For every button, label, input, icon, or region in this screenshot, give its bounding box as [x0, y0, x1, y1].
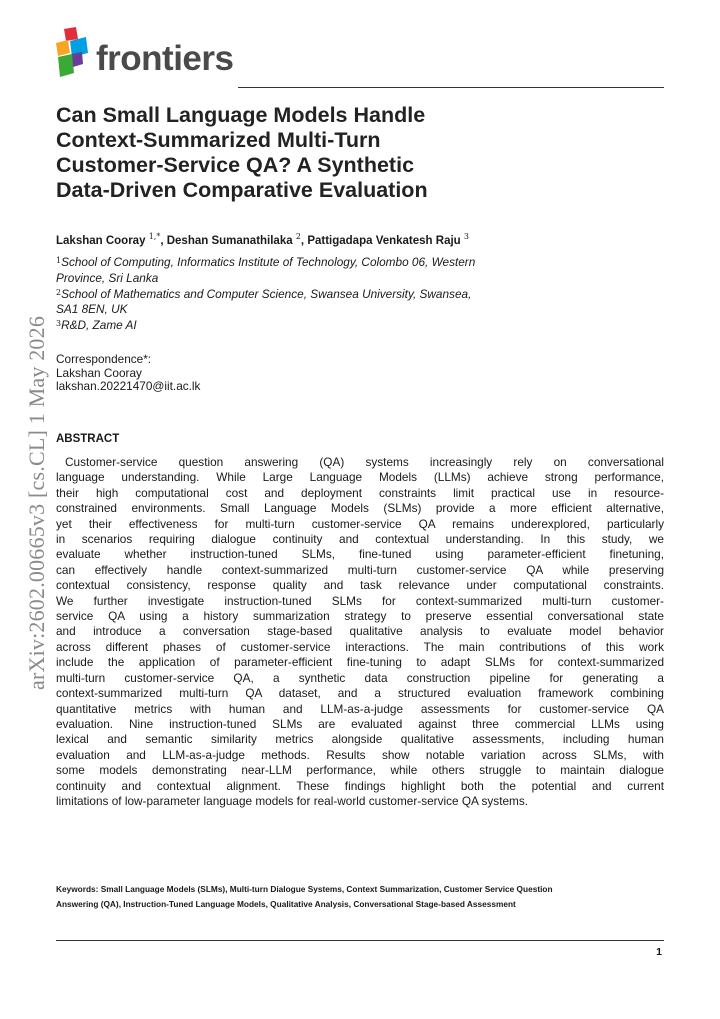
paper-title: [56, 103, 616, 203]
title-line: Customer-Service QA? A Synthetic: [56, 153, 415, 177]
abstract-line: evaluate whether instruction-tuned SLMs, fine-tuned using parameter-efficient finetuning,: [56, 547, 664, 562]
title-line: Can Small Language Models Handle: [56, 103, 426, 127]
abstract-line: Customer-service question answering (QA) systems increasingly rely on conversational: [65, 455, 664, 469]
abstract-line: include the application of parameter-efficient fine-tuning to adapt SLMs for context-summarized: [56, 655, 664, 670]
correspondence: [56, 353, 200, 394]
keywords: [56, 882, 664, 912]
correspondence-email[interactable]: lakshan.20221470@iit.ac.lk: [56, 379, 201, 393]
abstract-line: multi-turn customer-service QA, a synthetic data construction pipeline for generating a: [56, 670, 664, 685]
title-line: Context-Summarized Multi-Turn: [56, 128, 381, 152]
author-list: Lakshan Cooray $^{1,*}$, Deshan Sumanathilaka $^2$, Pattigadapa Venkatesh Raju $^3$: [56, 232, 469, 247]
abstract-line: continuity and contextual alignment. These findings highlight both the potential and current: [56, 778, 664, 793]
abstract-body: [56, 455, 664, 809]
author-sup: 2: [295, 232, 301, 241]
affiliation-sup: 1: [56, 256, 62, 265]
footer-rule: [56, 940, 664, 941]
affiliation-line: SA1 8EN, UK: [56, 302, 128, 317]
abstract-line: and introduce a conversation stage-based qualitative analysis to evaluate model behavior: [56, 624, 664, 639]
abstract-line: service QA using a history summarization strategy to preserve essential conversational state: [56, 609, 664, 624]
author-sup: 3: [463, 232, 469, 241]
abstract-line: some models demonstrating near-LLM performance, while others struggle to maintain dialogue: [56, 763, 664, 778]
abstract-line: in scenarios requiring dialogue continuity and contextual understanding. In this study, we: [56, 532, 664, 547]
author-name: Pattigadapa Venkatesh Raju: [307, 234, 461, 247]
affiliations: [56, 255, 616, 334]
journal-name: frontiers: [96, 39, 234, 78]
abstract-heading: ABSTRACT: [56, 433, 120, 445]
abstract-line: We further investigate instruction-tuned SLMs for context-summarized multi-turn customer-: [56, 593, 664, 608]
author-name: Lakshan Cooray: [56, 234, 146, 247]
arxiv-stamp: arXiv:2602.00665v3 [cs.CL] 1 May 2026: [24, 315, 49, 690]
abstract-line: evaluation. Nine instruction-tuned SLMs are evaluated against three commercial LLMs using: [56, 716, 664, 731]
affiliation-line: $^3$R&D, Zame AI: [56, 318, 137, 333]
affiliation-line: $^2$School of Mathematics and Computer Science, Swansea University, Swansea,: [56, 286, 472, 301]
abstract-line: can effectively handle context-summarized multi-turn customer-service QA while preserving: [56, 562, 664, 577]
page-number: 1: [656, 946, 662, 958]
affiliation-sup: 2: [56, 287, 62, 297]
correspondence-label: Correspondence*:: [56, 352, 152, 366]
author-name: Deshan Sumanathilaka: [166, 234, 293, 247]
abstract-line: across different phases of customer-service interactions. The main contributions of this work: [56, 639, 664, 654]
keywords-line: Answering (QA), Instruction-Tuned Language Models, Qualitative Analysis, Conversational Stage-based Assessment: [56, 899, 516, 909]
affiliation-sup: 3: [56, 319, 62, 329]
keywords-line: Keywords: Small Language Models (SLMs), Multi-turn Dialogue Systems, Context Summarization, Customer Service Question: [56, 884, 553, 894]
abstract-line: constrained environments. Small Language Models (SLMs) provide a more efficient alternative,: [56, 501, 664, 516]
abstract-line: evaluation and LLM-as-a-judge methods. Results show notable variation across SLMs, with: [56, 747, 664, 762]
affiliation-line: $^1$School of Computing, Informatics Institute of Technology, Colombo 06, Western: [56, 255, 476, 269]
abstract-line: contextual consistency, response quality and task relevance under computational constraints.: [56, 578, 664, 593]
abstract-line: limitations of low-parameter language models for real-world customer-service QA systems.: [56, 793, 529, 808]
title-line: Data-Driven Comparative Evaluation: [56, 178, 428, 202]
abstract-line: lexical and semantic similarity metrics alongside qualitative assessments, including human: [56, 732, 664, 747]
abstract-line: yet their effectiveness for multi-turn customer-service QA remains underexplored, particularly: [56, 516, 664, 531]
author-sup: 1,*: [148, 232, 161, 241]
header-rule: [238, 87, 664, 88]
abstract-line: their high computational cost and deployment constraints limit practical use in resource-: [56, 485, 664, 500]
abstract-line: quantitative metrics with human and LLM-as-a-judge assessments for customer-service QA: [56, 701, 664, 716]
frontiers-logo: [52, 26, 234, 80]
abstract-line: context-summarized multi-turn QA dataset, and a structured evaluation framework combining: [56, 686, 664, 701]
frontiers-logo-icon: [52, 27, 92, 79]
affiliation-line: Province, Sri Lanka: [56, 270, 159, 285]
correspondence-name: Lakshan Cooray: [56, 365, 142, 380]
abstract-line: language understanding. While Large Language Models (LLMs) achieve strong performance,: [56, 470, 664, 485]
